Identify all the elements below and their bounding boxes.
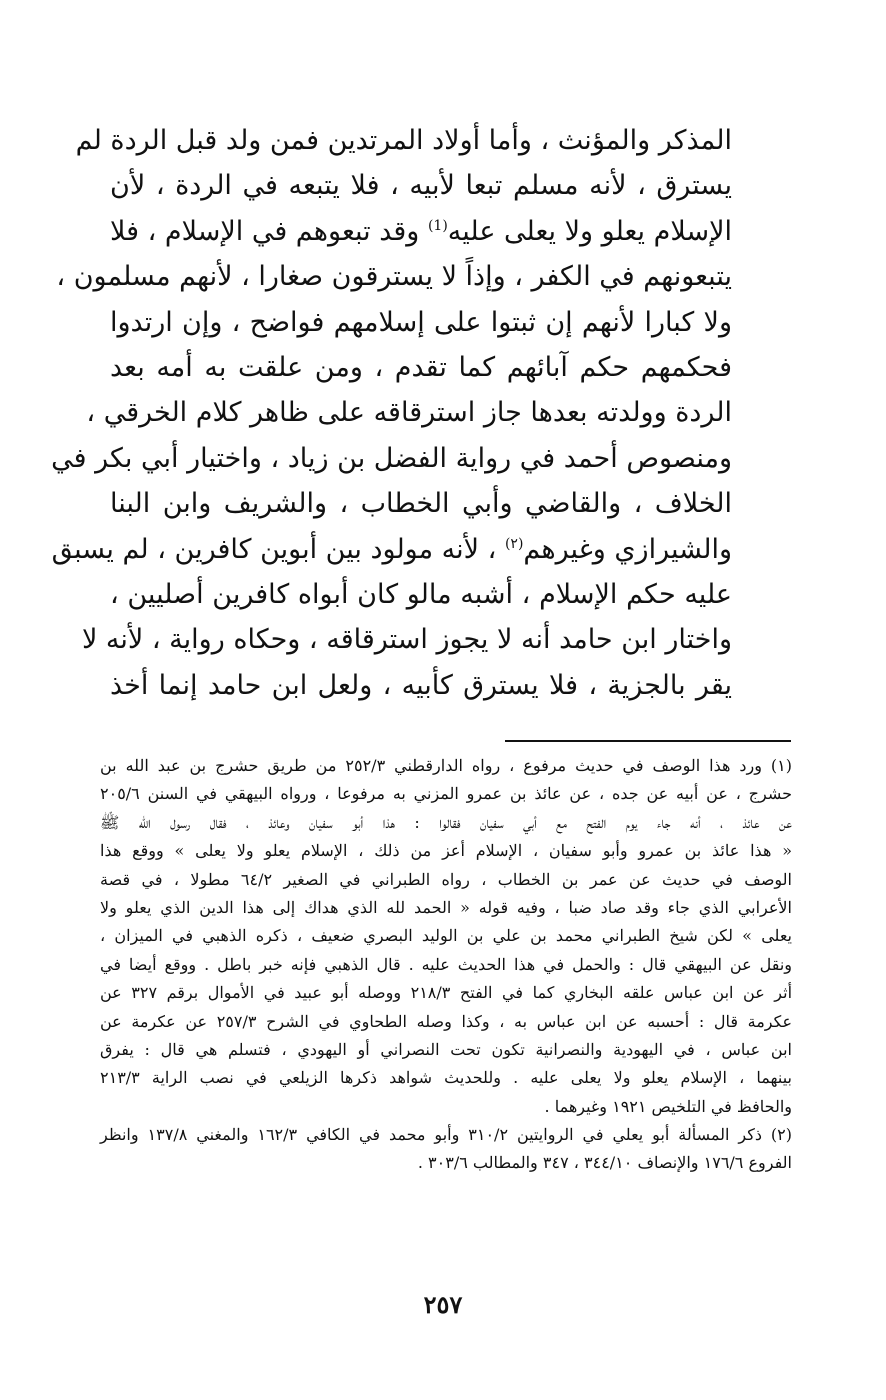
footnote-reference-2[interactable]: (٢)	[504, 535, 524, 552]
main-text-segment: والشيرازي وغيرهم	[523, 533, 732, 565]
footnotes-section	[100, 752, 792, 1178]
main-text-line: فحكمهم حكم آبائهم كما تقدم ، ومن علقت به أمه بعد	[110, 351, 732, 383]
main-text-line: الردة وولدته بعدها جاز استرقاقه على ظاهر كلام الخرقي ،	[86, 397, 732, 429]
main-text-segment: وقد تبعوهم في الإسلام ، فلا	[109, 215, 428, 247]
footnote-line: أثر عن ابن عباس علقه البخاري كما في الفتح ٢١٨/٣ ووصله أبو عبيد في الأموال برقم ٣٢٧ عن	[100, 983, 793, 1003]
footnote-line: ابن عباس ، في اليهودية والنصرانية تكون تحت النصراني أو اليهودي ، فتسلم هي قال : يفرق	[100, 1039, 792, 1059]
footnote-line: الأعرابي الذي جاء وقد صاد ضبا ، وفيه قوله « الحمد لله الذي هداك إلى هذا الدين الذي يعلو ولا	[100, 897, 792, 917]
main-text-line	[51, 527, 732, 572]
footnote-line: حشرج ، عن أبيه عن جده ، عن عائذ بن عمرو المزني به مرفوعا ، ورواه البيهقي في السنن ٢٠٥/٦	[100, 784, 793, 804]
main-text-line: عليه حكم الإسلام ، أشبه مالو كان أبواه كافرين أصليين ،	[110, 578, 732, 610]
main-text-line: الخلاف ، والقاضي وأبي الخطاب ، والشريف وابن البنا	[110, 488, 732, 520]
footnote-line: ونقل عن البيهقي قال : والحمل في هذا الحديث عليه . قال الذهبي فإنه خبر باطل . ووقع أيضا في	[100, 954, 792, 974]
main-text-line: واختار ابن حامد أنه لا يجوز استرقاقه ، وحكاه رواية ، لأنه لا	[81, 624, 732, 656]
main-text-line: ومنصوص أحمد في رواية الفضل بن زياد ، واختيار أبي بكر في	[51, 442, 732, 474]
page-number: ٢٥٧	[423, 1290, 463, 1319]
main-text-line	[110, 209, 732, 254]
footnote-line: (٢) ذكر المسألة أبو يعلي في الروايتين ٣١٠/٢ وأبو محمد في الكافي ١٦٢/٣ والمغني ١٣٧/٨ وانظر	[100, 1125, 792, 1145]
footnote-line: يعلى » لكن شيخ الطبراني محمد بن علي بن الوليد البصري ضعيف ، ذكره الذهبي في الميزان ،	[100, 926, 792, 946]
footnote-line: بينهما ، الإسلام يعلو ولا يعلى عليه . وللحديث شواهد ذكرها الزيلعي في نصب الراية ٢١٣/٣	[100, 1068, 792, 1088]
main-text-segment: ، لأنه مولود بين أبوين كافرين ، لم يسبق	[51, 533, 505, 565]
main-text-line: المذكر والمؤنث ، وأما أولاد المرتدين فمن ولد قبل الردة لم	[75, 125, 732, 156]
main-text-body	[51, 118, 732, 708]
footnote-line: الوصف في حديث عن عمر بن الخطاب ، رواه الطبراني في الصغير ٦٤/٢ مطولا ، في قصة	[100, 869, 792, 889]
main-text-line: يتبعونهم في الكفر ، وإذاً لا يسترقون صغارا ، لأنهم مسلمون ،	[56, 261, 732, 293]
footnote-line: عن عائذ ، أنه جاء يوم الفتح مع أبي سفيان فقالوا : هذا أبو سفيان وعائذ ، فقال رسول الله ﷺ	[100, 812, 792, 832]
footnote-line: الفروع ١٧٦/٦ والإنصاف ٣٤٤/١٠ ، ٣٤٧ والمطالب ٣٠٣/٦ .	[417, 1153, 792, 1173]
footnote-line: (١) ورد هذا الوصف في حديث مرفوع ، رواه الدارقطني ٢٥٢/٣ من طريق حشرج بن عبد الله بن	[100, 756, 793, 775]
footnote-divider	[505, 740, 791, 742]
main-text-line: يسترق ، لأنه مسلم تبعا لأبيه ، فلا يتبعه في الردة ، لأن	[110, 170, 732, 202]
main-text-line: يقر بالجزية ، فلا يسترق كأبيه ، ولعل ابن حامد إنما أخذ	[110, 669, 732, 701]
footnote-line: والحافظ في التلخيص ١٩٢١ وغيرهما .	[544, 1096, 792, 1116]
main-text-line: ولا كبارا لأنهم إن ثبتوا على إسلامهم فواضح ، وإن ارتدوا	[110, 306, 732, 338]
main-text-segment: الإسلام يعلو ولا يعلى عليه	[447, 215, 732, 247]
footnote-line: « هذا عائذ بن عمرو وأبو سفيان ، الإسلام أعز من ذلك ، الإسلام يعلو ولا يعلى » ووقع هذا	[100, 841, 792, 861]
footnote-line: عكرمة قال : أحسبه عن ابن عباس به ، وكذا وصله الطحاوي في الشرح ٢٥٧/٣ عن عكرمة عن	[100, 1011, 792, 1031]
footnote-reference-1[interactable]: (1)	[427, 217, 448, 234]
